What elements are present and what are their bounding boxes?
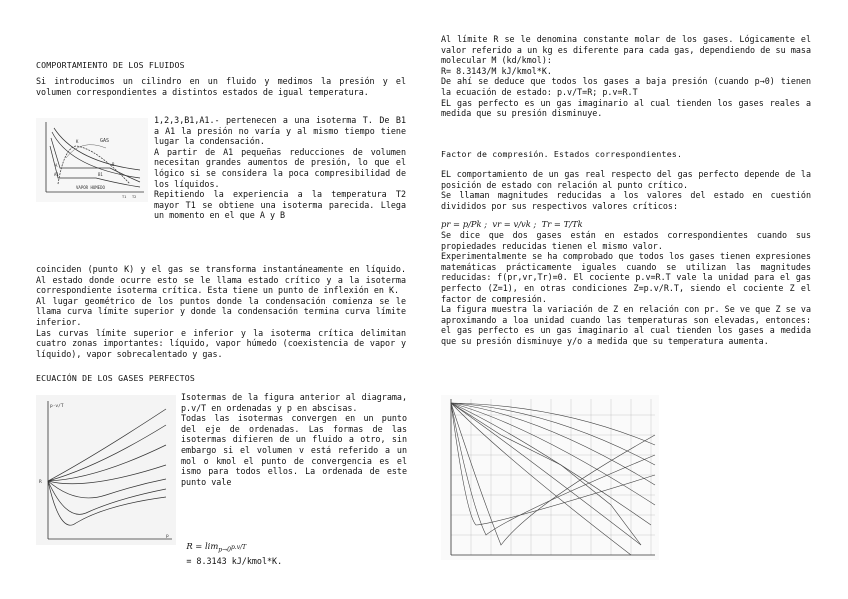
right-paragraph-1: Al límite R se le denomina constante molar de los gases. Lógicamente el valor referido a un kg es diferente para cada gas, dependiendo de su masa molecular M (kd/kmol): R= 8.3143/M kJ/kmol*K. De ahí se deduce que todos los gases a baja presión (cuando p→0) tienen la ecuación de estado: p.v/T=R; p.v=R.T EL gas perfecto es un gas imaginario al cual tienden los gases reales a medida que su presión disminuye. <box>441 34 811 119</box>
fig2-label-p: p <box>166 534 169 539</box>
formula-sub: p→0 <box>218 546 231 554</box>
fig1-label-t2: T2 <box>132 195 137 199</box>
figure-z-vs-pr-chart <box>441 395 659 560</box>
heading-factor-compresion: Factor de compresión. Estados correspondientes. <box>441 149 683 159</box>
side-paragraph-1: 1,2,3,B1,A1.- pertenecen a una isoterma T. De B1 a A1 la presión no varía y al mismo tiempo tiene lugar la condensación. A partir de A1 pequeñas reducciones de volumen necesitan grandes aumentos de presión, lo que el lógico si se considera la poca compresibilidad de los líquidos. Repitiendo la experiencia a la temperatura T2 mayor T1 se obtiene una isoterma parecida. Llega un momento en el que A y B <box>154 115 406 221</box>
fig1-label-a1: A1 <box>54 172 59 177</box>
formula-prefix: R = lim <box>186 540 219 551</box>
reduced-magnitudes-formulas: pr = p/Pk ; vr = v/vk ; Tr = T/Tk <box>441 219 583 229</box>
fig2-label-r: R <box>39 480 42 485</box>
body-paragraph-1: coinciden (punto K) y el gas se transforma instantáneamente en líquido. Al estado donde ocurre esto se le llama estado crítico y a la isoterma correspondiente isoterma crítica. Esta tiene un punto de inflexión en K. Al lugar geométrico de los puntos donde la condensación comienza se le llama curva límite superior y donde la condensación termina curva límite inferior. Las curvas límite superior e inferior y la isoterma crítica delimitan cuatro zonas importantes: líquido, vapor húmedo (coexistencia de vapor y líquido), vapor sobrecalentado y gas. <box>36 264 406 359</box>
fig1-label-t1: T1 <box>122 195 127 199</box>
fig1-label-gas: GAS <box>100 138 110 144</box>
figure-pv-t-vs-p <box>36 395 176 545</box>
intro-paragraph: Si introducimos un cilindro en un fluido y medimos la presión y el volumen correspondientes a distintos estados de igual temperatura. <box>36 76 412 97</box>
heading-gases-perfectos: ECUACIÓN DE LOS GASES PERFECTOS <box>36 373 196 383</box>
fig1-label-a: A <box>55 163 58 168</box>
fig1-label-b1: B1 <box>98 172 103 177</box>
fig1-label-k: K <box>76 139 79 144</box>
side-paragraph-2: Isotermas de la figura anterior al diagrama, p.v/T en ordenadas y p en abscisas. Todas las isotermas convergen en un punto del eje de ordenadas. Las formas de las isotermas difieren de un fluido a otro, sin embargo si el volumen v está referido a un mol o kmol el punto de convergencia es el ismo para todos ellos. La ordenada de este punto vale <box>181 392 407 487</box>
figure-isotherms-pv <box>36 118 148 202</box>
fig2-label-ylabel: p·v/T <box>50 404 64 409</box>
fig1-label-vapor: VAPOR HUMEDO <box>76 185 105 190</box>
right-paragraph-2: EL comportamiento de un gas real respecto del gas perfecto depende de la posición de estado con relación al punto crítico. Se llaman magnitudes reducidas a los valores del estado en cuestión divididos por sus respectivos valores críticos: <box>441 169 811 211</box>
formula-r-limit <box>181 530 407 566</box>
right-paragraph-3: Se dice que dos gases están en estados correspondientes cuando sus propiedades reducidas tienen el mismo valor. Experimentalmente se ha comprobado que todos los gases tienen expresiones matemáticas prácticamente iguales cuando se utilizan las magnitudes reducidas: f(pr,vr,Tr)=0. El cociente p.v=R.T vale la unidad para el gas perfecto (Z=1), en otras condiciones Z=p.v/R.T, siendo el cociente Z el factor de compresión. La figura muestra la variación de Z en relación con pr. Se ve que Z se va aproximando a loa unidad cuando las temperaturas son elevadas, entonces: el gas perfecto es un gas imaginario al cual tienden los gases a medida que su presión disminuye y/o a medida que su temperatura aumenta. <box>441 230 811 346</box>
formula-fraction: p.v/T <box>230 543 247 551</box>
heading-comportamiento: COMPORTAMIENTO DE LOS FLUIDOS <box>36 60 185 70</box>
formula-value: = 8.3143 kJ/kmol*K. <box>186 555 283 566</box>
fig1-label-b: B <box>112 162 115 167</box>
